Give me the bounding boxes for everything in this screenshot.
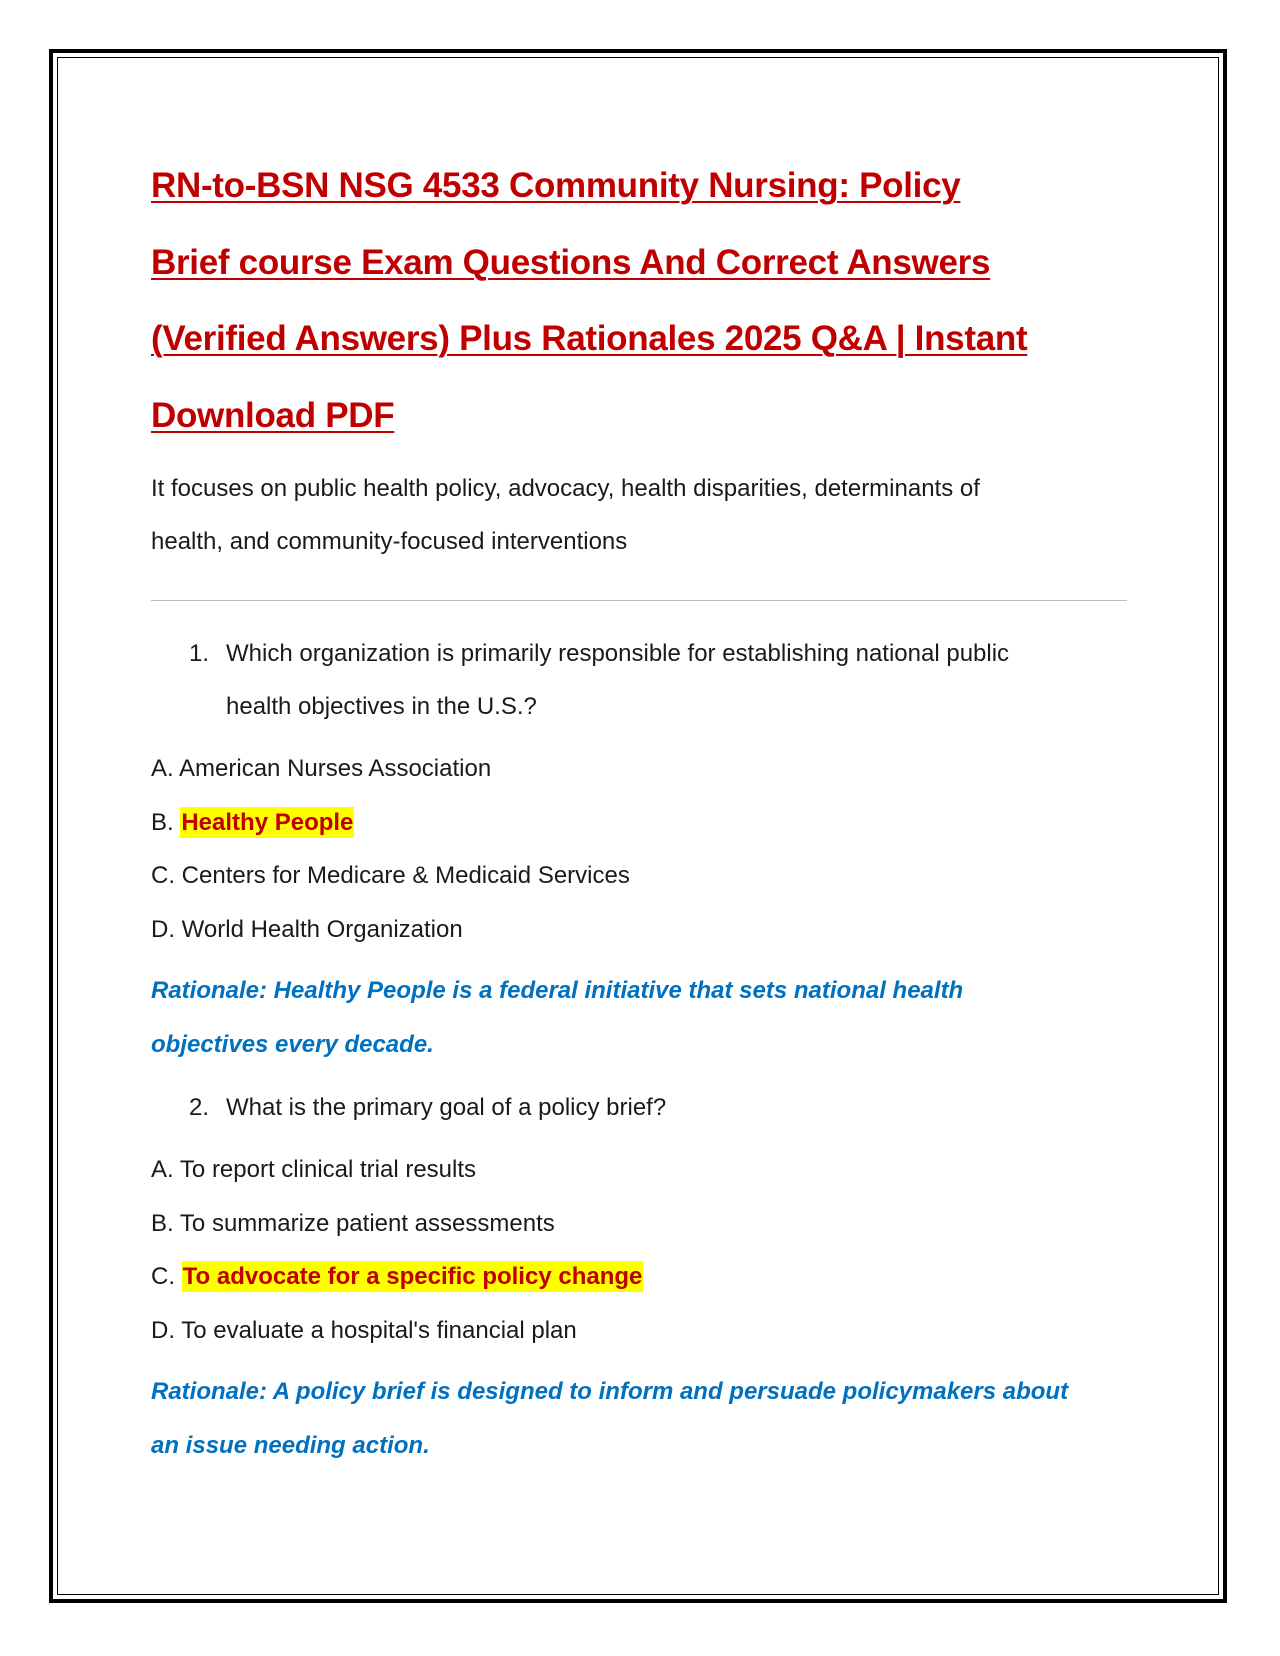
title-line-2: Brief course Exam Questions And Correct Answers [151, 242, 991, 282]
intro-paragraph [151, 462, 1141, 568]
question-number: 2. [189, 1094, 210, 1121]
question-text [226, 1081, 1141, 1134]
question-1 [151, 627, 1141, 733]
option-text: Centers for Medicare & Medicaid Services [181, 862, 630, 889]
option-d [151, 1304, 1141, 1358]
options-list [151, 742, 1141, 956]
option-text: World Health Organization [181, 915, 463, 943]
option-letter: C. [151, 862, 182, 889]
option-c [151, 849, 1141, 903]
question-block-2 [151, 1081, 1141, 1472]
question-2 [151, 1081, 1141, 1134]
option-letter: C. [151, 1263, 182, 1290]
intro-line-2: health, and community-focused interventions [151, 528, 628, 555]
rationale-line-2: an issue needing action. [151, 1431, 430, 1459]
option-letter: A. [151, 1156, 180, 1183]
question-text-line-2: health objectives in the U.S.? [226, 693, 537, 720]
option-b [151, 796, 1141, 850]
question-block-1 [151, 627, 1141, 1071]
rationale-2 [151, 1365, 1141, 1472]
option-letter: B. [151, 1209, 180, 1237]
option-c [151, 1250, 1141, 1304]
option-letter: D. [151, 915, 182, 943]
option-text: American Nurses Association [179, 755, 492, 782]
rationale-line-1: Rationale: Healthy People is a federal initiative that sets national health [151, 977, 964, 1004]
option-a [151, 1143, 1141, 1197]
correct-answer-highlight: Healthy People [181, 808, 354, 836]
document-title [151, 148, 1141, 454]
question-text [226, 627, 1141, 733]
question-text-line-1: What is the primary goal of a policy brief? [226, 1094, 667, 1121]
rationale-1 [151, 964, 1141, 1071]
intro-line-1: It focuses on public health policy, advocacy, health disparities, determinants of [151, 475, 980, 502]
option-d [151, 903, 1141, 957]
question-text-line-1: Which organization is primarily responsible for establishing national public [226, 640, 1010, 667]
rationale-line-1: Rationale: A policy brief is designed to inform and persuade policymakers about [151, 1378, 1069, 1405]
option-letter: B. [151, 808, 181, 836]
option-text: To evaluate a hospital's financial plan [181, 1316, 577, 1344]
title-line-4: Download PDF [151, 395, 395, 435]
title-line-1: RN-to-BSN NSG 4533 Community Nursing: Policy [151, 166, 961, 205]
question-number: 1. [189, 640, 210, 667]
section-divider [151, 600, 1127, 601]
option-letter: A. [151, 755, 180, 782]
option-letter: D. [151, 1316, 182, 1344]
options-list [151, 1143, 1141, 1357]
correct-answer-highlight: To advocate for a specific policy change [182, 1263, 643, 1290]
document-content [151, 148, 1141, 1472]
option-b [151, 1197, 1141, 1251]
option-text: To report clinical trial results [179, 1156, 477, 1183]
option-a [151, 742, 1141, 796]
title-line-3: (Verified Answers) Plus Rationales 2025 Q&A | Instant [151, 319, 1028, 358]
rationale-line-2: objectives every decade. [151, 1030, 434, 1058]
option-text: To summarize patient assessments [179, 1209, 555, 1237]
